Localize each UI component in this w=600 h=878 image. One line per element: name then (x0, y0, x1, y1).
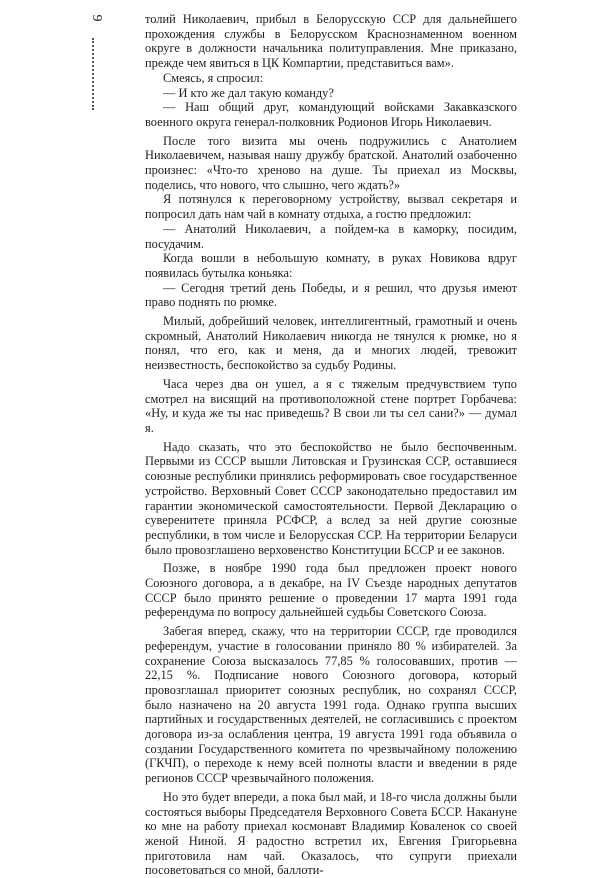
paragraph: — Анатолий Николаевич, а пойдем-ка в каморку, посидим, посудачим. (145, 221, 517, 251)
paragraph: Часа через два он ушел, а я с тяжелым предчувствием тупо смотрел на висящий на противоположной стене портрет Горбачева: «Ну, и куда же ты нас приведешь? В свои ли ты сел сани?» — думал я. (145, 376, 517, 435)
page-margin (78, 8, 108, 108)
paragraph: — Наш общий друг, командующий войсками Закавказского военного округа генерал-полковник Родионов Игорь Николаевич. (145, 100, 517, 129)
paragraph: толий Николаевич, прибыл в Белорусскую ССР для дальнейшего прохождения службы в Белорусском Краснознаменном военном округе в должности начальника политуправления. Мне приказано, прежде чем явиться в ЦК Компартии, представиться вам». (145, 12, 517, 71)
paragraph: Забегая вперед, скажу, что на территории СССР, где проводился референдум, участие в голосовании приняло 80 % избирателей. За сохранение Союза высказалось 77,85 % голосовавших, против — 22,15 %. Подписание нового Союзного договора, который провозглашал приоритет союзных республик, но сохранял СССР, было назначено на 20 августа 1991 года. Однако группа высших партийных и государственных деятелей, не согласившись с проектом договора из-за ослабления центра, 19 августа 1991 года объявила о создании Государственного комитета по чрезвычайному положению (ГКЧП), о переходе к нему всей полноты власти и введении в ряде регионов СССР чрезвычайного положения. (145, 624, 517, 786)
paragraph: Смеясь, я спросил: (163, 70, 264, 85)
paragraph: Когда вошли в небольшую комнату, в руках Новикова вдруг появилась бутылка коньяка: (145, 251, 517, 280)
dotted-rule (92, 38, 94, 110)
paragraph: После того визита мы очень подружились с Анатолием Николаевичем, называя нашу дружбу братской. Анатолий озабоченно произнес: «Что-то хреново на душе. Ты приехал из Москвы, поделись, что нового, что слышно, чего ждать?» (145, 133, 517, 192)
page-number: 9 (89, 14, 104, 22)
paragraph: Надо сказать, что это беспокойство не было беспочвенным. Первыми из СССР вышли Литовская и Грузинская ССР, оставшиеся союзные республики принялись реформировать свое государственное устройство. Верховный Совет СССР законодательно предоставил им гарантии экономической самостоятельности. Первой Декларацию о суверенитете приняла РСФСР, а вслед за ней другие союзные республики, в том числе и Белорусская ССР. На территории Беларуси было провозглашено верховенство Конституции БССР и ее законов. (145, 439, 517, 557)
paragraph: Я потянулся к переговорному устройству, вызвал секретаря и попросил дать нам чай в комнату отдыха, а гостю предложил: (145, 192, 517, 222)
page-body (145, 12, 517, 878)
paragraph: Но это будет впереди, а пока был май, и 18-го числа должны были состояться выборы Председателя Верховного Совета БССР. Накануне ко мне на работу приехал космонавт Владимир Коваленок со своей женой Ниной. Я радостно встретил их, Евгения Григорьевна приготовила нам чай. Оказалось, что супруги приехали посоветоваться со мной, баллоти- (145, 789, 517, 878)
paragraph: Позже, в ноябре 1990 года был предложен проект нового Союзного договора, а в декабре, на IV Съезде народных депутатов СССР было принято решение о проведении 17 марта 1991 года референдума по вопросу дальнейшей судьбы Советского Союза. (145, 561, 517, 620)
paragraph: — Сегодня третий день Победы, и я решил, что друзья имеют право поднять по рюмке. (145, 280, 517, 310)
paragraph: Милый, добрейший человек, интеллигентный, грамотный и очень скромный, Анатолий Николаевич никогда не тянулся к рюмке, но я понял, что его, как и меня, да и многих людей, тревожит неизвестность, беспокойство за судьбу Родины. (145, 314, 517, 373)
paragraph: — И кто же дал такую команду? (163, 85, 334, 100)
